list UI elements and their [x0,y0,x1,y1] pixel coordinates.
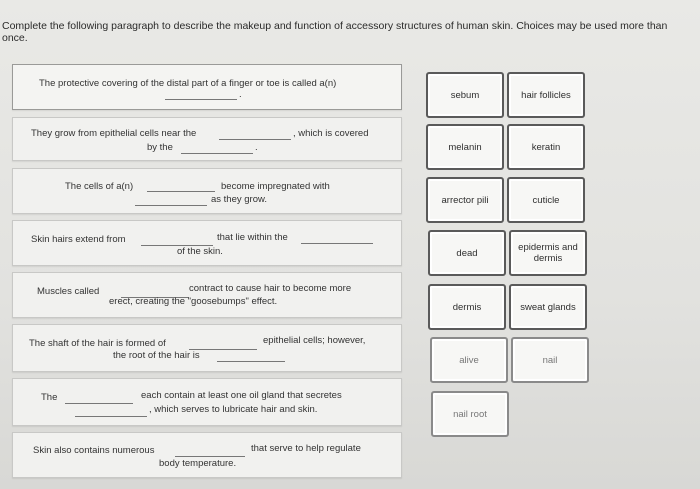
sentence-3 [12,168,402,214]
choice-tile-arrector-pili[interactable]: arrector pili [426,177,504,223]
sentence-6 [12,324,402,372]
sentence-text: the root of the hair is [113,350,200,361]
choice-tile-alive[interactable]: alive [430,337,508,383]
sentence-text: , which is covered [293,128,369,139]
sentence-8 [12,432,402,478]
sentence-1 [12,64,402,110]
sentence-text: contract to cause hair to become more [189,283,352,294]
choice-tile-sebum[interactable]: sebum [426,72,504,118]
sentence-text: . [239,89,242,100]
sentence-text: that serve to help regulate [251,443,361,454]
drop-blank[interactable] [147,191,215,192]
drop-blank[interactable] [219,139,291,140]
sentence-text: , which serves to lubricate hair and skin. [149,404,318,415]
sentence-text: The shaft of the hair is formed of [29,338,166,349]
drop-blank[interactable] [175,456,245,457]
drop-blank[interactable] [301,243,373,244]
sentence-text: The protective covering of the distal part of a finger or toe is called a(n) [39,78,337,89]
choice-tile-nail-root[interactable]: nail root [431,391,509,437]
drop-blank[interactable] [181,153,253,154]
choice-tile-cuticle[interactable]: cuticle [507,177,585,223]
sentence-text: each contain at least one oil gland that secretes [141,390,342,401]
choice-tile-keratin[interactable]: keratin [507,124,585,170]
sentence-text: The cells of a(n) [65,181,134,192]
drop-blank[interactable] [65,403,133,404]
choice-tile-sweat-glands[interactable]: sweat glands [509,284,587,330]
sentence-text: Skin hairs extend from [31,234,126,245]
drop-blank[interactable] [165,99,237,100]
sentence-text: that lie within the [217,232,288,243]
choice-tile-dermis[interactable]: dermis [428,284,506,330]
choice-tile-nail[interactable]: nail [511,337,589,383]
choice-tile-epidermis-and-dermis[interactable]: epidermis and dermis [509,230,587,276]
sentence-4 [12,220,402,266]
sentence-2 [12,117,402,161]
sentence-text: epithelial cells; however, [263,335,366,346]
sentence-text: . [255,142,258,153]
sentence-text: erect, creating the "goosebumps" effect. [109,296,278,307]
sentence-text: Muscles called [37,286,100,297]
sentence-text: become impregnated with [221,181,330,192]
sentence-5 [12,272,402,318]
sentence-text: by the [147,142,173,153]
choice-tile-melanin[interactable]: melanin [426,124,504,170]
sentence-text: body temperature. [159,458,237,469]
sentence-text: They grow from epithelial cells near the [31,128,197,139]
drop-blank[interactable] [217,361,285,362]
drop-blank[interactable] [135,205,207,206]
sentence-text: Skin also contains numerous [33,445,155,456]
instructions: Complete the following paragraph to describe the makeup and function of accessory structures of human skin. Choices may be used more than once. [2,20,668,44]
sentence-text: as they grow. [211,194,267,205]
drop-blank[interactable] [75,416,147,417]
choice-tile-dead[interactable]: dead [428,230,506,276]
sentence-text: The [41,392,58,403]
sentence-text: of the skin. [177,246,223,257]
choice-tile-hair-follicles[interactable]: hair follicles [507,72,585,118]
sentence-7 [12,378,402,426]
